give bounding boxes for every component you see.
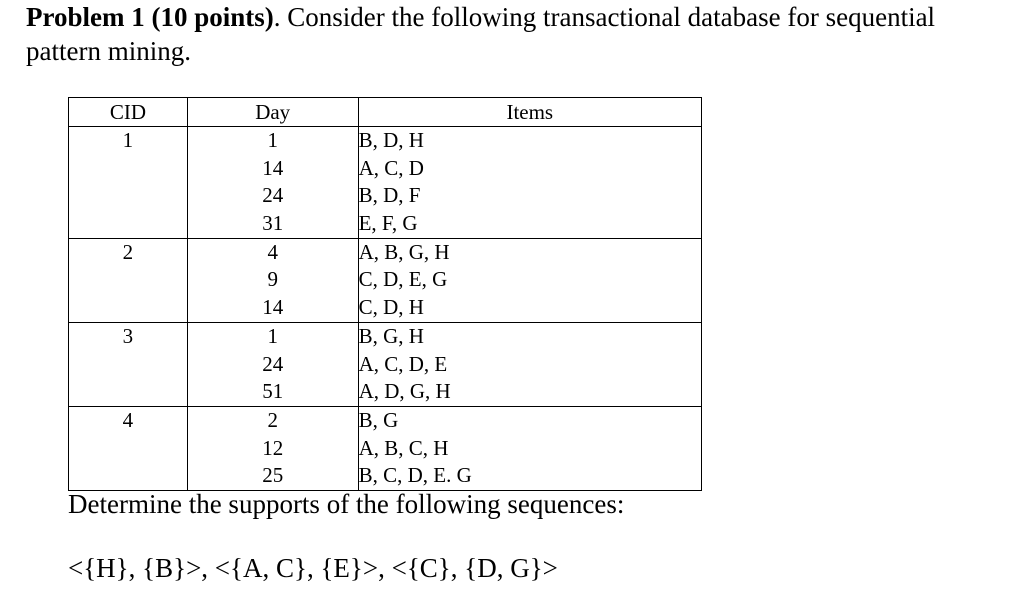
itemset: A, C, D (358, 155, 424, 180)
day-value: 25 (262, 463, 284, 488)
customer-group-3 (69, 322, 702, 406)
problem-heading: Problem 1 (10 points) (26, 2, 274, 32)
itemset: B, D, H (358, 128, 424, 152)
cid-cell: 1 (69, 127, 188, 239)
day-value: 9 (267, 267, 278, 292)
itemset: A, B, G, H (358, 239, 450, 264)
day-cell (187, 238, 358, 322)
itemset: A, D, G, H (358, 379, 451, 404)
customer-group-1 (69, 127, 702, 239)
day-value: 4 (267, 239, 278, 264)
day-value: 24 (262, 183, 284, 208)
day-value: 2 (267, 407, 278, 432)
items-cell (358, 406, 701, 490)
itemset: A, C, D, E (358, 351, 448, 376)
table-header-row (69, 98, 702, 127)
day-value: 31 (262, 211, 284, 236)
itemset: B, C, D, E. G (358, 463, 472, 488)
items-cell (358, 127, 701, 239)
customer-group-2 (69, 238, 702, 322)
problem-statement (26, 0, 1006, 68)
cid-cell: 2 (69, 238, 188, 322)
header-day: Day (187, 98, 358, 127)
itemset: B, D, F (358, 183, 421, 208)
itemset: A, B, C, H (358, 435, 449, 460)
header-items: Items (358, 98, 701, 127)
items-cell (358, 322, 701, 406)
day-value: 51 (262, 379, 284, 404)
day-cell (187, 127, 358, 239)
itemset: C, D, H (358, 295, 424, 320)
day-cell (187, 322, 358, 406)
question-text: Determine the supports of the following sequences: (68, 489, 625, 519)
day-value: 12 (262, 435, 284, 460)
problem-text: . Consider the following transactional database for sequential pattern mining. (26, 2, 936, 66)
day-value: 14 (262, 295, 284, 320)
transaction-table (68, 97, 702, 491)
cid-cell: 4 (69, 406, 188, 490)
customer-group-4 (69, 406, 702, 490)
day-value: 1 (267, 323, 278, 348)
header-cid: CID (69, 98, 188, 127)
items-cell (358, 238, 701, 322)
cid-cell: 3 (69, 322, 188, 406)
itemset: C, D, E, G (358, 267, 448, 292)
itemset: B, G, H (358, 323, 424, 348)
sequence-list: <{H}, {B}>, <{A, C}, {E}>, <{C}, {D, G}> (68, 553, 558, 583)
day-cell (187, 406, 358, 490)
day-value: 24 (262, 351, 284, 376)
day-value: 14 (262, 155, 284, 180)
itemset: E, F, G (358, 211, 418, 236)
itemset: B, G (358, 407, 399, 432)
day-value: 1 (267, 128, 278, 152)
